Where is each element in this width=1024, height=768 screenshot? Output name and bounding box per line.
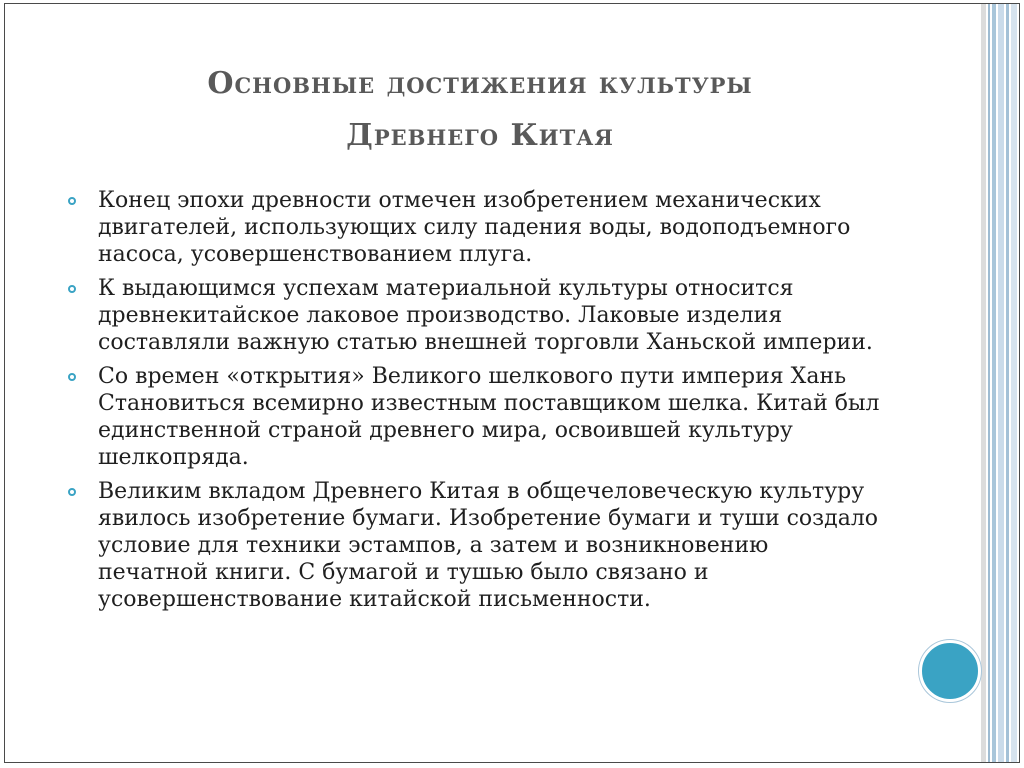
bullet-circle-icon bbox=[68, 488, 76, 496]
bullet-text: К выдающимся успехам материальной культуры относится древнекитайское лаковое производство. Лаковые изделия составляли важную статью внешней торговли Ханьской империи. bbox=[98, 276, 873, 355]
stripe bbox=[1011, 4, 1017, 762]
stripe bbox=[988, 4, 990, 762]
slide-title-line-2: Древнего Китая bbox=[346, 118, 614, 153]
bullet-circle-icon bbox=[68, 285, 76, 293]
bullet-circle-icon bbox=[68, 197, 76, 205]
decorative-side-stripes bbox=[979, 4, 1019, 762]
decorative-circle bbox=[919, 640, 981, 702]
bullet-text: Великим вкладом Древнего Китая в общечеловеческую культуру явилось изобретение бумаги. Изобретение бумаги и туши создало условие для техники эстампов, а затем и возникновению печатной книги. С бумагой и тушью было связано и усовершенствование китайской письменности. bbox=[98, 479, 879, 612]
bullet-item bbox=[63, 187, 883, 268]
bullet-item bbox=[63, 275, 883, 356]
bullet-text: Со времен «открытия» Великого шелкового пути империя Хань Становиться всемирно известным поставщиком шелка. Китай был единственной страной древнего мира, освоившей культуру шелкопряда. bbox=[98, 364, 880, 470]
bullet-text: Конец эпохи древности отмечен изобретением механических двигателей, использующих силу падения воды, водоподъемного насоса, усовершенствованием плуга. bbox=[98, 188, 851, 267]
bullet-item bbox=[63, 363, 883, 471]
stripe bbox=[981, 4, 986, 762]
bullet-list bbox=[63, 187, 883, 620]
slide bbox=[4, 3, 1020, 763]
bullet-circle-icon bbox=[68, 373, 76, 381]
stripe bbox=[998, 4, 1004, 762]
slide-title bbox=[55, 58, 905, 162]
slide-title-line-1: Основные достижения культуры bbox=[207, 66, 753, 101]
bullet-item bbox=[63, 478, 883, 613]
stripe bbox=[992, 4, 996, 762]
stripe bbox=[1006, 4, 1009, 762]
